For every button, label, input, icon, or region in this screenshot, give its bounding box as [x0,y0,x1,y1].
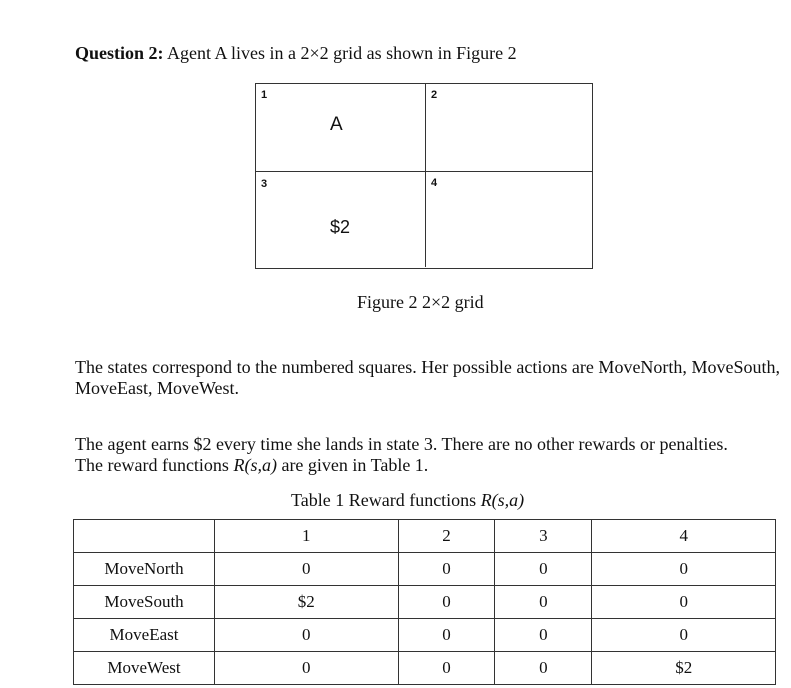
table-cell: 0 [495,586,592,619]
grid-cell-3 [256,172,426,267]
reward-function-math: R(s,a) [233,455,277,475]
paragraph-states: The states correspond to the numbered squares. Her possible actions are MoveNorth, MoveSouth, MoveEast, MoveWest. [75,357,780,398]
table-row [74,619,776,652]
header-cell: 3 [495,520,592,553]
table-cell: $2 [592,652,776,685]
row-label: MoveEast [74,619,215,652]
table-cell: 0 [398,553,495,586]
question-title [75,43,517,64]
table-header-row [74,520,776,553]
header-cell: 4 [592,520,776,553]
table-cell: 0 [215,619,399,652]
table-cell: $2 [215,586,399,619]
reward-label: $2 [330,217,351,237]
agent-label: A [330,114,343,135]
table-caption-math: R(s,a) [480,490,525,510]
paragraph-rewards [75,434,780,476]
cell-number: 3 [261,178,268,190]
table-cell: 0 [398,586,495,619]
table-cell: 0 [592,619,776,652]
table-cell: 0 [495,553,592,586]
question-label: Question 2: [75,43,164,63]
cell-number: 2 [431,89,438,101]
table-cell: 0 [592,586,776,619]
row-label: MoveWest [74,652,215,685]
grid-figure [255,83,593,269]
table-row [74,553,776,586]
figure-caption: Figure 2 2×2 grid [357,292,484,312]
cell-number: 4 [431,177,438,189]
reward-table [73,519,776,685]
grid-cell-2 [426,84,592,172]
table-row [74,586,776,619]
table-cell: 0 [592,553,776,586]
header-cell: 2 [398,520,495,553]
cell-number: 1 [261,89,268,101]
table-cell: 0 [495,619,592,652]
table-cell: 0 [215,553,399,586]
grid-cell-4 [426,172,592,267]
paragraph-rewards-line2: The reward functions R(s,a) are given in Table 1. [75,455,429,475]
header-cell: 1 [215,520,399,553]
table-cell: 0 [398,652,495,685]
table-cell: 0 [215,652,399,685]
table-cell: 0 [495,652,592,685]
row-label: MoveNorth [74,553,215,586]
row-label: MoveSouth [74,586,215,619]
table-caption: Table 1 Reward functions R(s,a) [291,490,525,510]
header-cell [74,520,215,553]
paragraph-rewards-line1: The agent earns $2 every time she lands in state 3. There are no other rewards or penalties. [75,434,728,454]
table-cell: 0 [398,619,495,652]
table-row [74,652,776,685]
question-text: Agent A lives in a 2×2 grid as shown in Figure 2 [163,43,517,63]
grid-cell-1 [256,84,426,172]
